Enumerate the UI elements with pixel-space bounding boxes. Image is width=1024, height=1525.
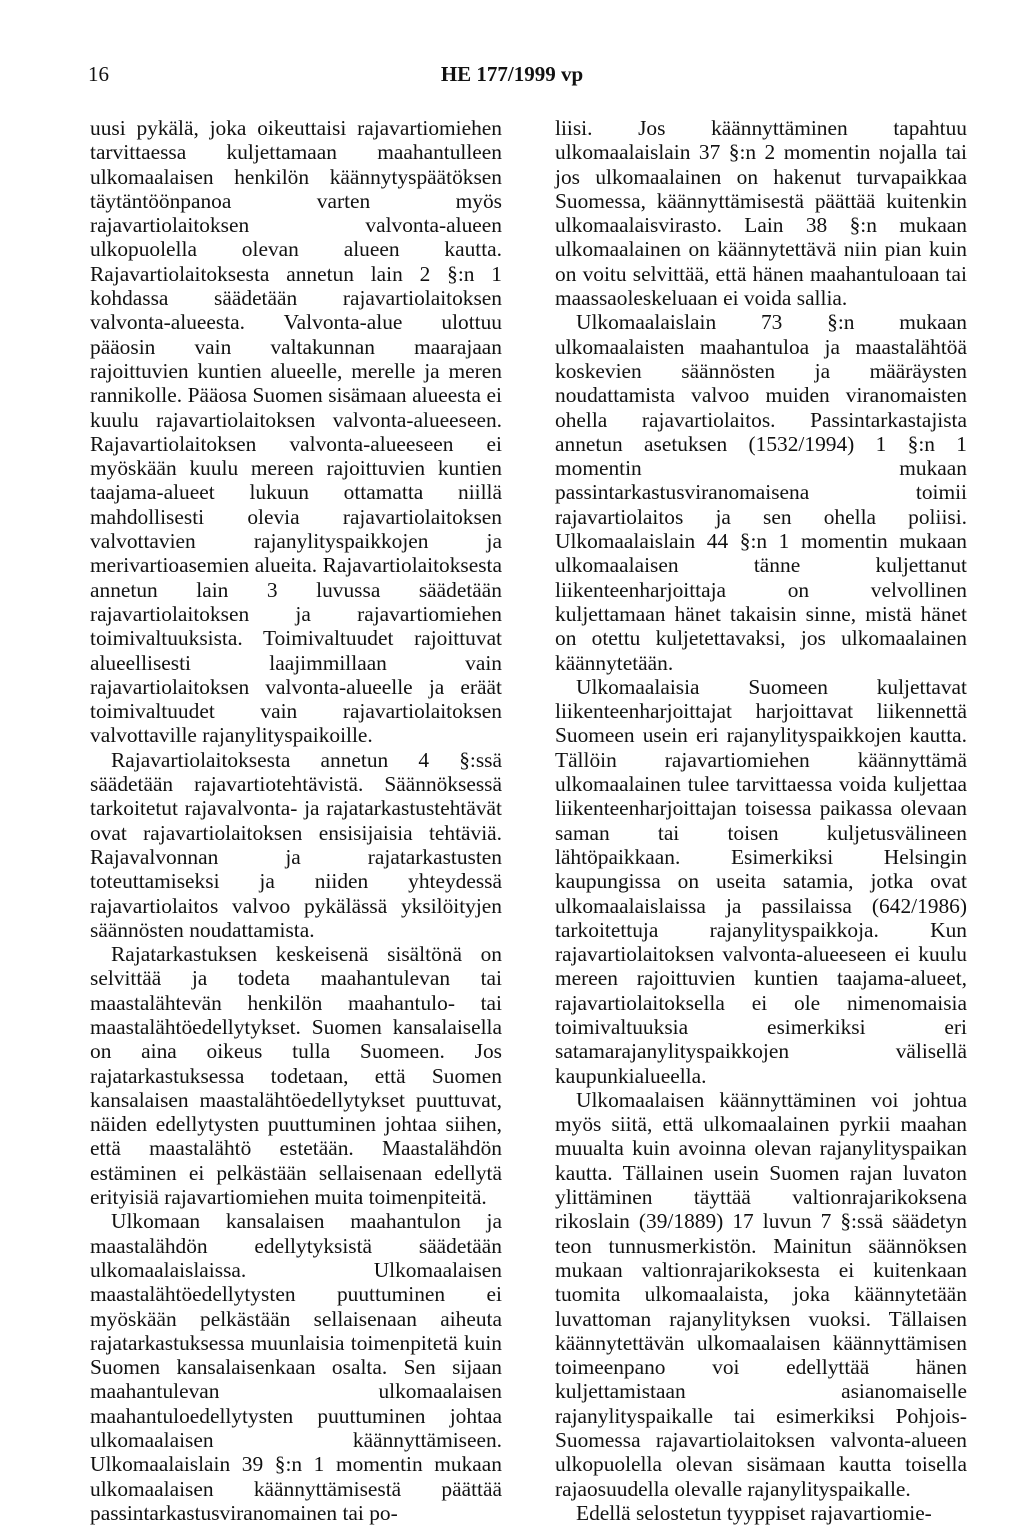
right-text-column [555,116,967,1525]
paragraph: liisi. Jos käännyttäminen tapahtuu ulkomaalaislain 37 §:n 2 momentin nojalla tai jos ulkomaalainen on hakenut turvapaikkaa Suomessa, käännyttämisestä päättää kuitenkin ulkomaalaisvirasto. Lain 38 §:n mukaan ulkomaalainen on käännytettävä niin pian kuin on voitu selvittää, että hänen maahantuloaan tai maassaoleskeluaan ei voida sallia. [555,116,967,311]
document-id-header: HE 177/1999 vp [440,62,584,86]
paragraph: uusi pykälä, joka oikeuttaisi rajavartiomiehen tarvittaessa kuljettamaan maahantulleen ulkomaalaisen henkilön käännytyspäätöksen täytäntöönpanoa varten myös rajavartiolaitoksen valvonta-alueen ulkopuolella olevan alueen kautta. Rajavartiolaitoksesta annetun lain 2 §:n 1 kohdassa säädetään rajavartiolaitoksen valvonta-alueesta. Valvonta-alue ulottuu pääosin vain valtakunnan maarajaan rajoittuvien kuntien alueelle, merelle ja meren rannikolle. Pääosa Suomen sisämaan alueesta ei kuulu rajavartiolaitoksen valvonta-alueeseen. Rajavartiolaitoksen valvonta-alueeseen ei myöskään kuulu mereen rajoittuvien kuntien taajama-alueet lukuun ottamatta niillä mahdollisesti olevia rajavartiolaitoksen valvottavien rajanylityspaikkojen ja merivartioasemien alueita. Rajavartiolaitoksesta annetun lain 3 luvussa säädetään rajavartiolaitoksen ja rajavartiomiehen toimivaltuuksista. Toimivaltuudet rajoittuvat alueellisesti laajimmillaan vain rajavartiolaitoksen valvonta-alueelle ja eräät toimivaltuudet vain rajavartiolaitoksen valvottaville rajanylityspaikoille. [90,116,502,748]
paragraph: Ulkomaalaisia Suomeen kuljettavat liikenteenharjoittajat harjoittavat liikennettä Suomeen usein eri rajanylityspaikkojen kautta. Tällöin rajavartiomiehen käännyttämä ulkomaalainen tulee tarvittaessa voida kuljettaa liikenteenharjoittajan toisessa paikassa olevaan saman tai toisen kuljetusvälineen lähtöpaikkaan. Esimerkiksi Helsingin kaupungissa on useita satamia, jotka ovat ulkomaalaislaissa ja passilaissa (642/1986) tarkoitettuja rajanylityspaikkoja. Kun rajavartiolaitoksen valvonta-alueeseen ei kuulu mereen rajoittuvien kuntien taajama-alueet, rajavartiolaitoksella ei ole nimenomaisia toimivaltuuksia esimerkiksi eri satamarajanylityspaikkojen välisellä kaupunkialueella. [555,674,967,1088]
left-text-column [90,116,502,1525]
paragraph: Ulkomaalaisen käännyttäminen voi johtua myös siitä, että ulkomaalainen pyrkii maahan muualta kuin avoinna olevan rajanylityspaikan kautta. Tällainen usein Suomen rajan luvaton ylittäminen täyttää valtionrajarikoksena rikoslain (39/1889) 17 luvun 7 §:ssä säädetyn teon tunnusmerkistön. Mainitun säännöksen mukaan valtionrajarikoksesta ei kuitenkaan tuomita ulkomaalaista, joka käännytetään luvattoman rajanylityksen vuoksi. Tällaisen käännytettävän ulkomaalaisen käännyttämisen toimeenpano voi edellyttää hänen kuljettamistaan asianomaiselle rajanylityspaikalle tai esimerkiksi Pohjois-Suomessa rajavartiolaitoksen valvonta-alueen ulkopuolella olevan sisämaan kautta toisella rajaosuudella olevalle rajanylityspaikalle. [555,1087,967,1501]
paragraph: Ulkomaan kansalaisen maahantulon ja maastalähdön edellytyksistä säädetään ulkomaalaislaissa. Ulkomaalaisen maastalähtöedellytysten puuttuminen ei myöskään pelkästään sellaisenaan aiheuta rajatarkastuksessa muunlaisia toimenpitetä kuin Suomen kansalaisenkaan osalta. Sen sijaan maahantulevan ulkomaalaisen maahantuloedellytysten puuttuminen johtaa ulkomaalaisen käännyttämiseen. Ulkomaalaislain 39 §:n 1 momentin mukaan ulkomaalaisen käännyttämisestä päättää passintarkastusviranomainen tai po- [90,1209,502,1525]
paragraph: Ulkomaalaislain 73 §:n mukaan ulkomaalaisten maahantuloa ja maastalähtöä koskevien säännösten ja määräysten noudattamista valvoo muiden viranomaisten ohella rajavartiolaitos. Passintarkastajista annetun asetuksen (1532/1994) 1 §:n 1 momentin mukaan passintarkastusviranomaisena toimii rajavartiolaitos ja sen ohella poliisi. Ulkomaalaislain 44 §:n 1 momentin mukaan ulkomaalaisen tänne kuljettanut liikenteenharjoittaja on velvollinen kuljettamaan hänet takaisin sinne, mistä hänet on otettu kuljetettavaksi, jos ulkomaalainen käännytetään. [555,310,967,675]
page-number: 16 [88,62,109,86]
paragraph: Rajatarkastuksen keskeisenä sisältönä on selvittää ja todeta maahantulevan tai maastalähtevän henkilön maahantulo- tai maastalähtöedellytykset. Suomen kansalaisella on aina oikeus tulla Suomeen. Jos rajatarkastuksessa todetaan, että Suomen kansalaisen maastalähtöedellytykset puuttuvat, näiden edellytysten puuttuminen johtaa siihen, että maastalähtö estetään. Maastalähdön estäminen ei pelkästään sellaisenaan edellytä erityisiä rajavartiomiehen muita toimenpiteitä. [90,942,502,1210]
paragraph: Edellä selostetun tyyppiset rajavartiomie- [576,1500,932,1525]
paragraph: Rajavartiolaitoksesta annetun 4 §:ssä säädetään rajavartiotehtävistä. Säännöksessä tarkoitetut rajavalvonta- ja rajatarkastustehtävät ovat rajavartiolaitoksen ensisijaisia tehtäviä. Rajavalvonnan ja rajatarkastusten toteuttamiseksi ja niiden yhteydessä rajavartiolaitos valvoo pykälässä yksilöityjen säännösten noudattamista. [90,747,502,942]
